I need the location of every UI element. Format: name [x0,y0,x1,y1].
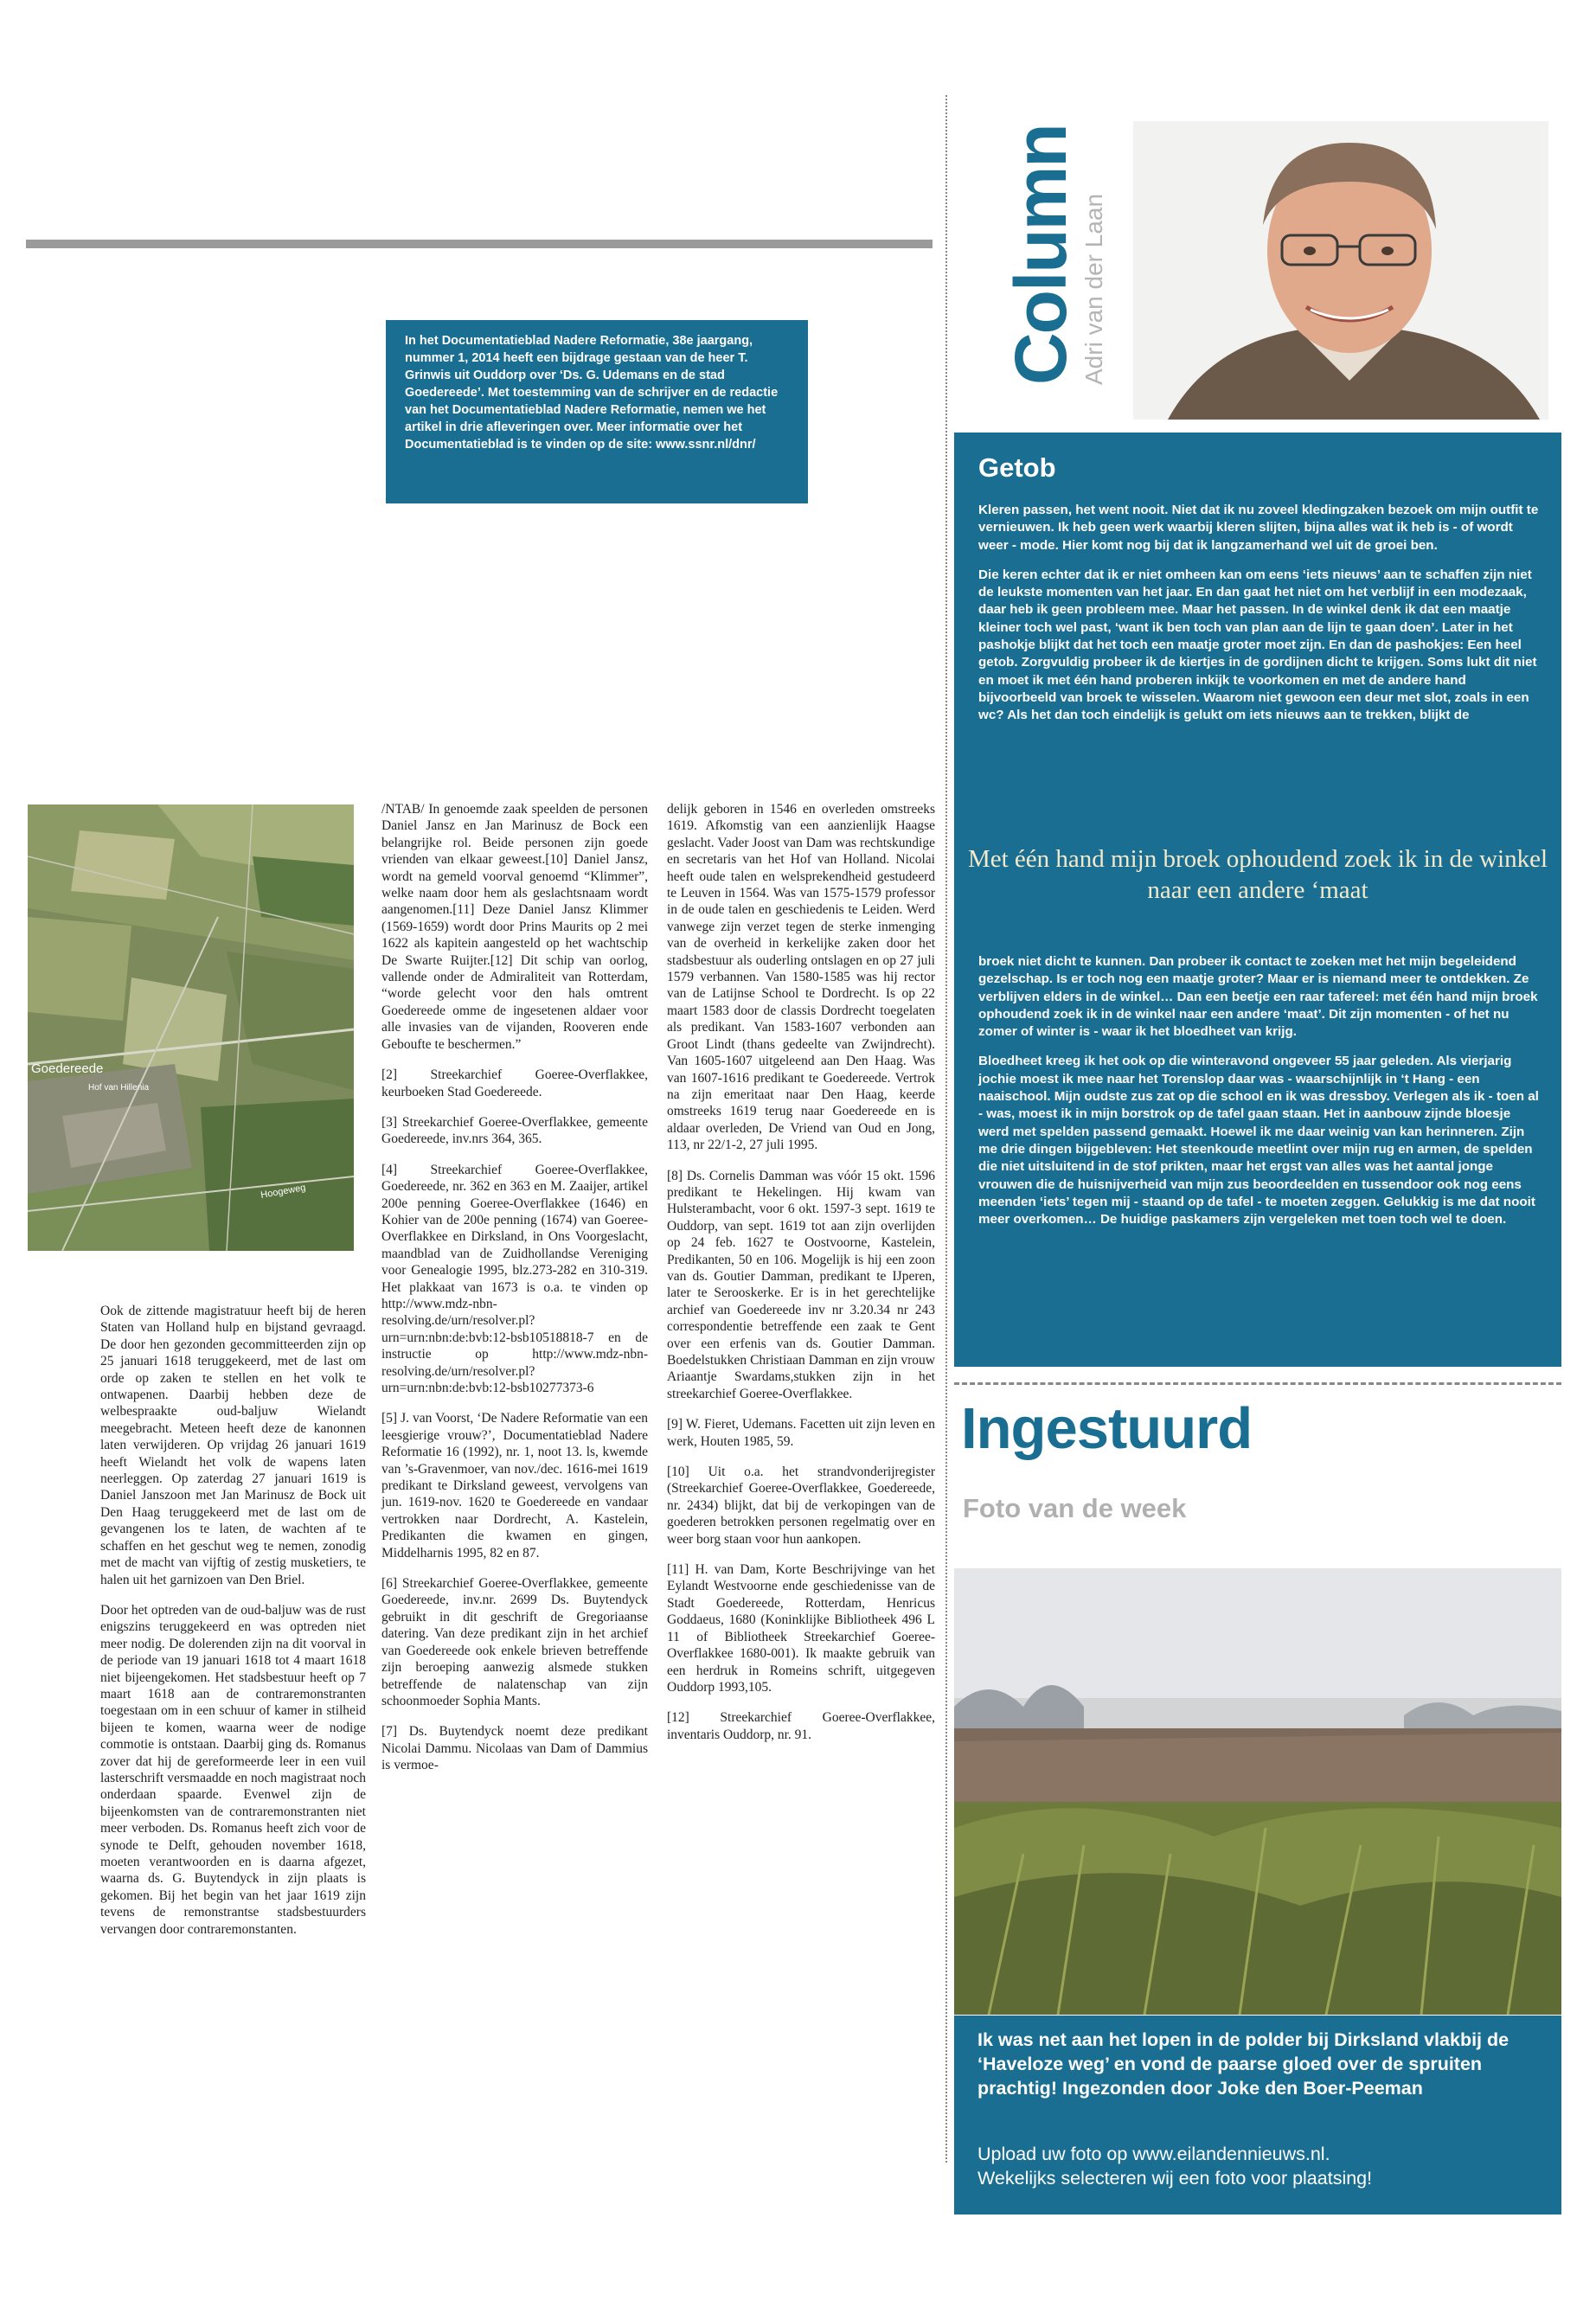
column-label: Column [1000,125,1081,385]
footnote: [12] Streekarchief Goeree-Overflakkee, inventaris Ouddorp, nr. 91. [667,1710,935,1742]
column-paragraph: broek niet dicht te kunnen. Dan probeer ik contact te zoeken met het mijn begeleidend gezelschap. Is er toch nog een maatje groter? Maar er is niemand meer te ontdekken. Ze verblijven elders in de winkel… Dan een beetje een raar tafereel: met één hand mijn broek ophoudend zoek ik in de winkel naar een andere ‘maat’. Dit zijn momenten - of het nu zomer of winter is - waar ik het bloedheet van krijg. [978,954,1538,1040]
svg-text:Hof van Hillenia: Hof van Hillenia [88,1083,150,1093]
column-divider [945,95,947,2163]
map-label-goedereede [31,1061,103,1076]
footnote: [7] Ds. Buytendyck noemt deze predikant Nicolai Dammu. Nicolaas van Dam of Dammius is vermoe- [381,1724,648,1773]
column-header [979,125,1107,389]
column-paragraph: Kleren passen, het went nooit. Niet dat ik nu zoveel kledingzaken bezoek om mijn outfit te vernieuwen. Ik heb geen werk waarbij kleren slijten, bijna alles wat ik heb is - of wordt weer - mode. Hier komt nog bij dat ik langzamerhand wel uit de groei ben. [978,503,1539,553]
article-paragraph: Ook de zittende magistratuur heeft bij de heren Staten van Holland hulp en bijstand gevraagd. De door hen gezonden gecommitteerden zijn op 25 januari 1618 teruggekeerd, met de last om orde op zaken te stellen en het volk te ontwapenen. Daarbij hebben deze de welbespraakte oud-baljuw Wielandt meegebracht. Meteen heeft deze de kanonnen laten verwijderen. Op vrijdag 26 januari 1619 heeft Wielandt het volk de wapens laten neerleggen. Op zaterdag 27 januari 1619 is Daniel Janszoon met Jan Marinusz de Bock uit Den Haag teruggekeerd met de last om de gevangenen los te laten, de wachten af te schaffen en het geschut weg te nemen, zonodig met de macht van vijftig of zestig musketiers, te halen uit het garnizoen van Den Briel. [100,1304,366,1587]
photo-caption-box [954,2016,1561,2214]
footnote: [5] J. van Voorst, ‘De Nadere Reformatie van een leesgierige vrouw?’, Documentatieblad Nadere Reformatie 16 (1992), nr. 1, noot 13. ls, kwemde van ’s-Gravenmoer, van nov./dec. 1616-mei 1619 predikant te Dirksland geweest, vervolgens van jun. 1619-nov. 1620 te Goedereede en vandaar vertrokken naar Dordrecht, A. Kastelein, Predikanten die kwamen en gingen, Middelharnis 1995, 82 en 87. [381,1411,648,1561]
ingestuurd-subtitle: Foto van de week [963,1493,1187,1523]
column-title: Getob [978,452,1056,483]
column-text-bottom [978,953,1542,1240]
photo-of-the-week [954,1568,1561,2015]
article-paragraph: /NTAB/ In genoemde zaak speelden de personen Daniel Jansz en Jan Marinusz de Bock een belangrijke rol. Beide personen zijn goede vrienden van elkaar geweest.[10] Daniel Jansz, wordt na gemeld voorval genoemd “Klimmer”, welke naam door hem als geslachtsnaam wordt aangenomen.[11] Deze Daniel Jansz Klimmer (1569-1659) wordt door Prins Maurits op 2 mei 1622 als kapitein aangesteld op het wachtschip De Swarte Ruijter.[12] Dit schip van oorlog, vallende onder de Admiraliteit van Rotterdam, “worde gelecht voor den hals omtrent Goedereede omme de ingesetenen aldaer voor alle invasies van de vijanden, Rooveren ende Geboufte te beschermen.” [381,802,648,1052]
map-label-hillenia [88,1083,149,1093]
footnote: [4] Streekarchief Goeree-Overflakkee, Goedereede, nr. 362 en 363 en M. Zaaijer, artikel 200e penning Goeree-Overflakkee (1646) en Kohier van de 200e penning (1674) van Goeree-Overflakkee en Dirksland, in Ons Voorgeslacht, maandblad van de Zuidhollandse Vereniging voor Genealogie 1995, blz.273-282 en 310-319. Het plakkaat van 1673 is o.a. te vinden op http://www.mdz-nbn-resolving.de/urn/resolver.pl?urn=urn:nbn:de:bvb:12-bsb10518818-7 en de instructie op http://www.mdz-nbn-resolving.de/urn/resolver.pl?urn=urn:nbn:de:bvb:12-bsb10277373-6 [381,1162,648,1395]
pull-quote: Met één hand mijn broek ophoudend zoek ik in de winkel naar een andere ‘maat [967,845,1548,904]
footnote: [11] H. van Dam, Korte Beschrijvinge van het Eylandt Westvoorne ende geschiedenisse van de Stadt Goedereede, Rotterdam, Henricus Goddaeus, 1680 (Koninklijke Bibliotheek 496 L 11 of Bibliotheek Streekarchief Goeree-Overflakkee 1680-001). Ik maakte gebruik van een herdruk in Romeins schrift, uitgegeven Ouddorp 1993,105. [667,1562,935,1695]
column-text-top [978,502,1542,737]
svg-text:Hoogeweg: Hoogeweg [260,1183,307,1201]
ingestuurd-title: Ingestuurd [961,1396,1253,1461]
svg-text:Goedereede: Goedereede [31,1061,104,1076]
footnote: [2] Streekarchief Goeree-Overflakkee, keurboeken Stad Goedereede. [381,1067,648,1099]
top-rule [26,240,933,248]
intro-box: In het Documentatieblad Nadere Reformatie, 38e jaargang, nummer 1, 2014 heeft een bijdrage gestaan van de heer T. Grinwis uit Ouddorp over ‘Ds. G. Udemans en de stad Goedereede’. Met toestemming van de schrijver en de redactie van het Documentatieblad Nadere Reformatie, nemen we het artikel in drie afleveringen over. Meer informatie over het Documentatieblad is te vinden op de site: www.ssnr.nl/dnr/ [386,320,808,503]
section-divider [954,1382,1561,1385]
upload-instructions: Upload uw foto op www.eilandennieuws.nl. Wekelijks selecteren wij een foto voor plaatsing! [977,2144,1373,2189]
photo-caption: Ik was net aan het lopen in de polder bij Dirksland vlakbij de ‘Haveloze weg’ en vond de paarse gloed over de spruiten prachtig! Ingezonden door Joke den Boer-Peeman [977,2029,1509,2099]
aerial-map-image [28,804,354,1251]
article-column-3 [667,801,935,1757]
column-paragraph: Die keren echter dat ik er niet omheen kan om eens ‘iets nieuws’ aan te schaffen zijn niet de leukste momenten van het jaar. En dan gaat het niet om het verblijf in een modezaak, daar heb ik geen probleem mee. Maar het passen. In de winkel denk ik dat een maatje kleiner toch wel past, ‘want ik ben toch van plan aan de lijn te gaan doen’. Later in het pashokje blijkt dat het toch een maatje groter moet zijn. En dan de pashokjes: Een heel getob. Zorgvuldig probeer ik de kiertjes in de gordijnen dicht te krijgen. Soms lukt dit niet en moet ik met één hand proberen inkijk te voorkomen en met de andere hand bijvoorbeeld van broek te wisselen. Waarom niet gewoon een deur met slot, zoals in een wc? Als het dan toch eindelijk is gelukt om iets nieuws aan te trekken, blijkt de [978,567,1537,723]
article-column-1 [100,1303,366,1952]
article-paragraph: Door het optreden van de oud-baljuw was de rust enigszins teruggekeerd en was optreden niet meer nodig. De dolerenden zijn na dit voorval in de periode van 19 januari 1618 tot 4 maart 1618 niet bijeengekomen. Het stadsbestuur heeft op 7 maart 1618 aan de contraremonstranten toegestaan om in een schuur of kamer in stilheid bijeen te komen, waarna weer de nodige commotie is ontstaan. Daarbij ging ds. Romanus zover dat hij de gereformeerde leer in een vuil lasterschrift versmaadde en noch magistraat noch onderdaan spaarde. Evenwel zijn de bijeenkomsten van de contraremonstranten niet meer verboden. Ds. Romanus heeft zich voor de synode te Delft, gehouden november 1618, moeten verantwoorden en is daarna afgezet, waarna ds. G. Buytendyck in zijn plaats is gekomen. Bij het begin van het jaar 1619 zijn tevens de remonstrantse stadsbestuurders vervangen door contraremonstanten. [100,1602,366,1937]
column-paragraph: Bloedheet kreeg ik het ook op die winteravond ongeveer 55 jaar geleden. Als vierjarig jochie moest ik mee naar het Torenslop daar was - waarschijnlijk in ‘t Hang - een naaischool. Mijn oudste zus zat op die school en ik was dressboy. Verlegen als ik - toen al - was, moest ik in mijn borstrok op de tafel gaan staan. Het in aanbouw zijnde bloesje werd met spelden passend gemaakt. Hoewel ik me daar weinig van kan herinneren. Zijn me drie dingen bijgebleven: Het steenkoude meetlint over mijn rug en armen, de spelden die niet uitsluitend in de stof prikten, maar het ergst van alles was het aantal jonge vrouwen die de huisnijverheid van mijn zus beoordeelden en tussendoor ook nog eens meenden ‘iets’ tegen mij - staand op de tafel - te moeten zeggen. Gelukkig is me dat nooit meer overkomen… De huidige paskamers zijn vergeleken met toen toch wel te doen. [978,1054,1539,1227]
author-portrait [1133,121,1548,420]
footnote: delijk geboren in 1546 en overleden omstreeks 1619. Afkomstig van een aanzienlijk Haagse geslacht. Vader Joost van Dam was rechtskundige en secretaris van het Hof van Holland. Nicolai heeft oude talen en welsprekendheid gestudeerd te Leuven in 1564. Was van 1575-1579 professor in de oude talen en geschiedenis te Leiden. Werd vanwege zijn verzet tegen de sterke inmenging van de overheid in kerkelijke zaken door het stadsbestuur als ouderling ontslagen en op 27 juli 1579 verbannen. Van 1580-1585 was hij rector van de Latijnse School te Dordrecht. Is op 22 maart 1583 door de classis Dordrecht toegelaten als predikant. Van 1583-1607 verbonden aan Groot Lindt (thans gedeelte van Zwijndrecht). Van 1605-1607 uitgeleend aan Den Haag. Was van 1607-1616 predikant te Goedereede. Vertrok na zijn emeritaat naar Den Haag, keerde omstreeks 1619 terug naar Goedereede en is aldaar overleden, De Vriend van Oud en Jong, 113, nr 22/1-2, 27 juli 1995. [667,802,935,1153]
footnote: [10] Uit o.a. het strandvonderijregister (Streekarchief Goeree-Overflakkee, Goedereede, nr. 2434) blijkt, dat bij de verkopingen van de goederen betrokken personen regelmatig over en weer borg staan voor hun aankopen. [667,1465,935,1547]
footnote: [9] W. Fieret, Udemans. Facetten uit zijn leven en werk, Houten 1985, 59. [667,1417,935,1449]
article-column-2 [381,801,648,1788]
footnote: [3] Streekarchief Goeree-Overflakkee, gemeente Goedereede, inv.nrs 364, 365. [381,1114,648,1147]
footnote: [8] Ds. Cornelis Damman was vóór 15 okt. 1596 predikant te Hekelingen. Hij kwam van Hulsterambacht, voor 6 okt. 1597-3 sept. 1619 te Ouddorp, van sept. 1619 tot aan zijn overlijden op 24 feb. 1627 te Oostvoorne, Kastelein, Predikanten, 50 en 106. Mogelijk is hij een zoon van ds. Goutier Damman, predikant te IJperen, later te Serooskerke. Er is in het gerechtelijke archief van Goedereede inv nr 3.20.34 nr 243 correspondentie betreffende een zaak te Gent over een erfenis van ds. Goutier Damman. Boedelstukken Christiaan Damman en zijn vrouw Ariaantje Swardams,stukken zijn in het streekarchief Goeree-Overflakkee. [667,1168,935,1401]
footnote: [6] Streekarchief Goeree-Overflakkee, gemeente Goedereede, inv.nr. 2699 Ds. Buytendyck gebruikt in dit geschrift de Gregoriaanse datering. Van deze predikant zijn in het archief van Goedereede ook enkele brieven betreffende zijn beroeping aanwezig alsmede stukken betreffende de nalatenschap van zijn schoonmoeder Sophia Mants. [381,1576,648,1708]
column-author: Adri van der Laan [1080,193,1107,385]
